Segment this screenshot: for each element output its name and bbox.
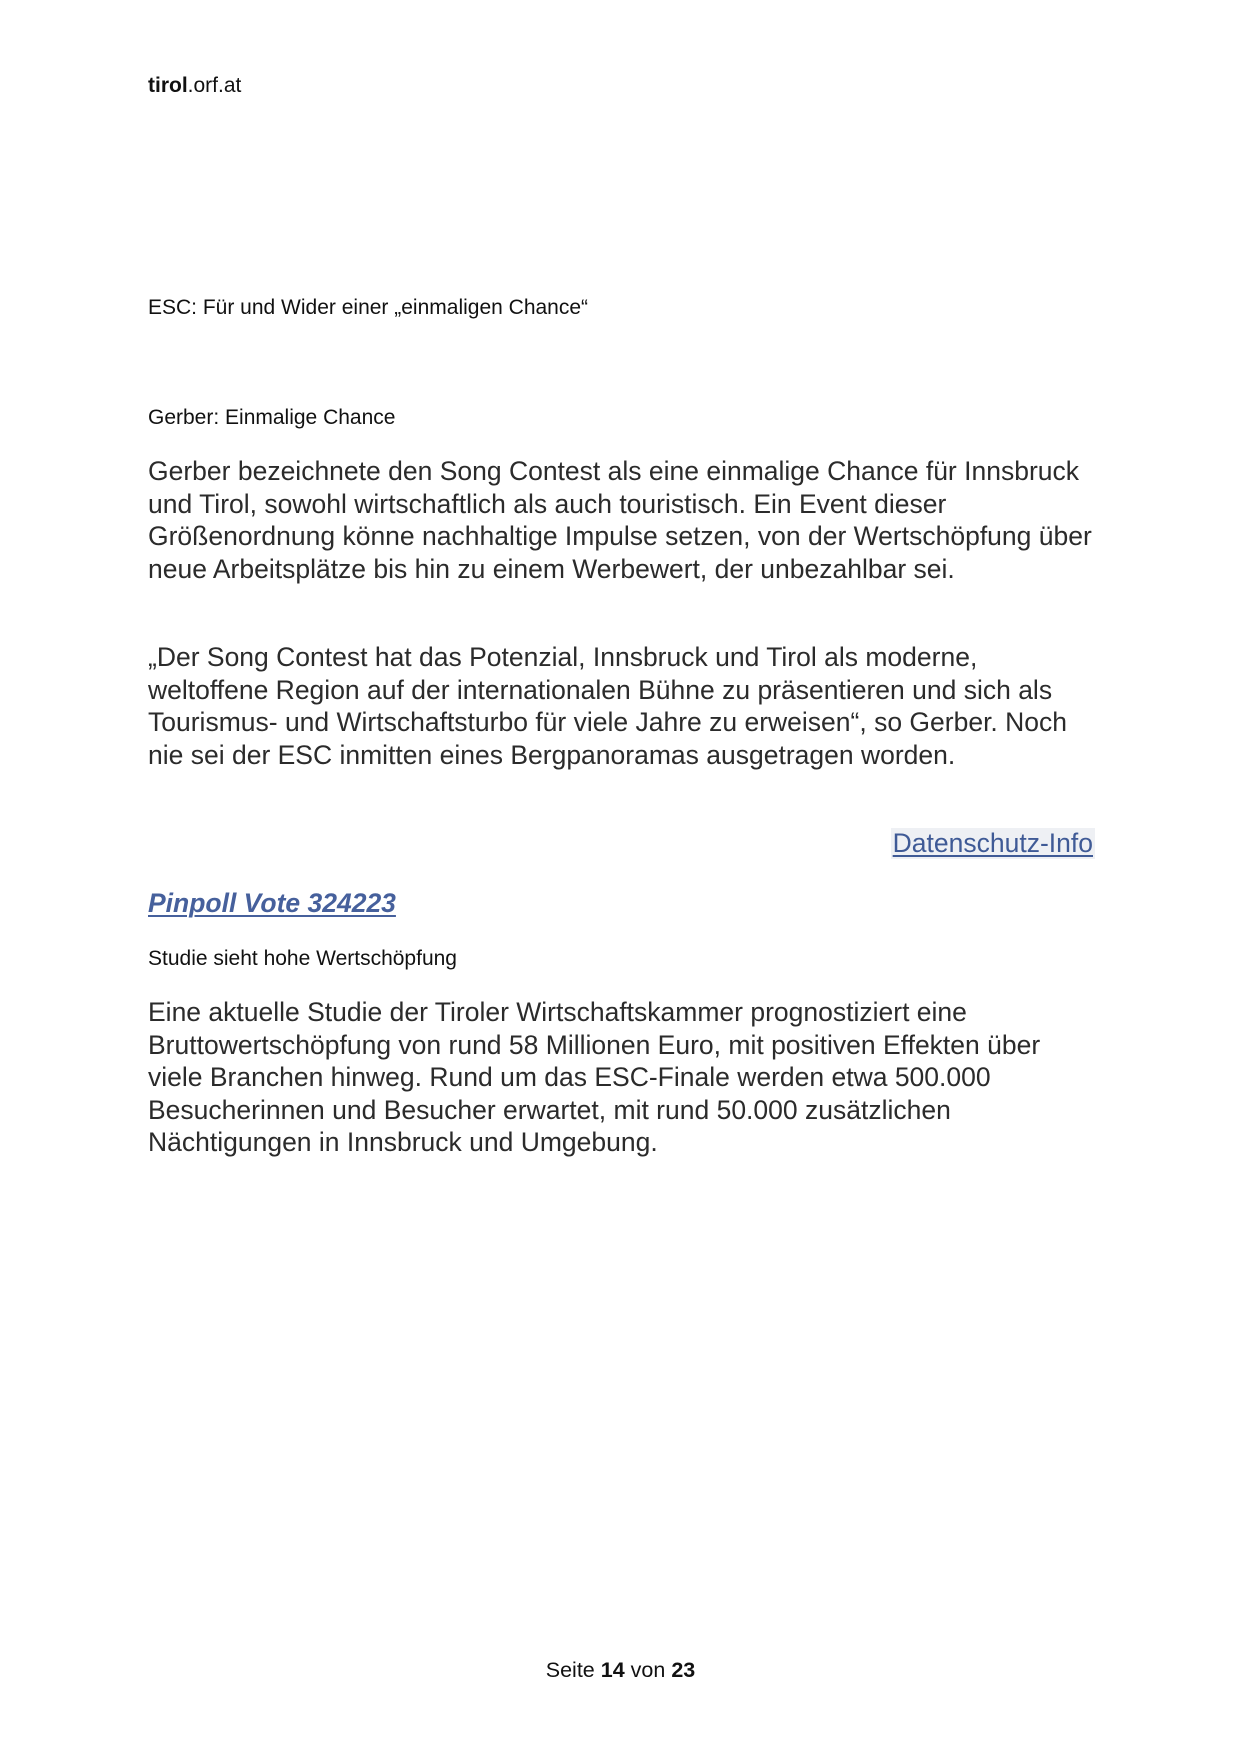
site-name-domain: .orf.at (187, 74, 242, 97)
paragraph: „Der Song Contest hat das Potenzial, Innsbruck und Tirol als moderne, weltoffene Region auf der internationalen Bühne zu präsentieren und sich als Tourismus- und Wirtschaftsturbo für viele Jahre zu erweisen“, so Gerber. Noch nie sei der ESC inmitten eines Bergpanoramas ausgetragen worden. (148, 642, 1068, 770)
page-label: Seite (545, 1658, 595, 1682)
pinpoll-vote-link[interactable]: Pinpoll Vote 324223 (148, 888, 396, 918)
paragraph: Eine aktuelle Studie der Tiroler Wirtschaftskammer prognostiziert eine Bruttowertschöpfung von rund 58 Millionen Euro, mit positiven Effekten über viele Branchen hinweg. Rund um das ESC-Finale werden etwa 500.000 Besucherinnen und Besucher erwartet, mit rund 50.000 zusätzlichen Nächtigungen in Innsbruck und Umgebung. (148, 997, 1041, 1158)
privacy-info-link[interactable]: Datenschutz-Info (892, 828, 1093, 858)
total-pages-number: 23 (671, 1658, 696, 1682)
site-name-bold: tirol (148, 74, 188, 97)
article-title: ESC: Für und Wider einer „einmaligen Chance“ (148, 296, 589, 319)
section-heading: Studie sieht hohe Wertschöpfung (148, 947, 457, 970)
paragraph: Gerber bezeichnete den Song Contest als eine einmalige Chance für Innsbruck und Tirol, sowohl wirtschaftlich als auch touristisch. Ein Event dieser Größenordnung könne nachhaltige Impulse setzen, von der Wertschöpfung über neue Arbeitsplätze bis hin zu einem Werbewert, der unbezahlbar sei. (148, 456, 1092, 584)
section-heading: Gerber: Einmalige Chance (148, 406, 396, 429)
page-footer (0, 1658, 1241, 1683)
site-header (148, 74, 241, 98)
page-separator: von (630, 1658, 666, 1682)
current-page-number: 14 (600, 1658, 625, 1682)
